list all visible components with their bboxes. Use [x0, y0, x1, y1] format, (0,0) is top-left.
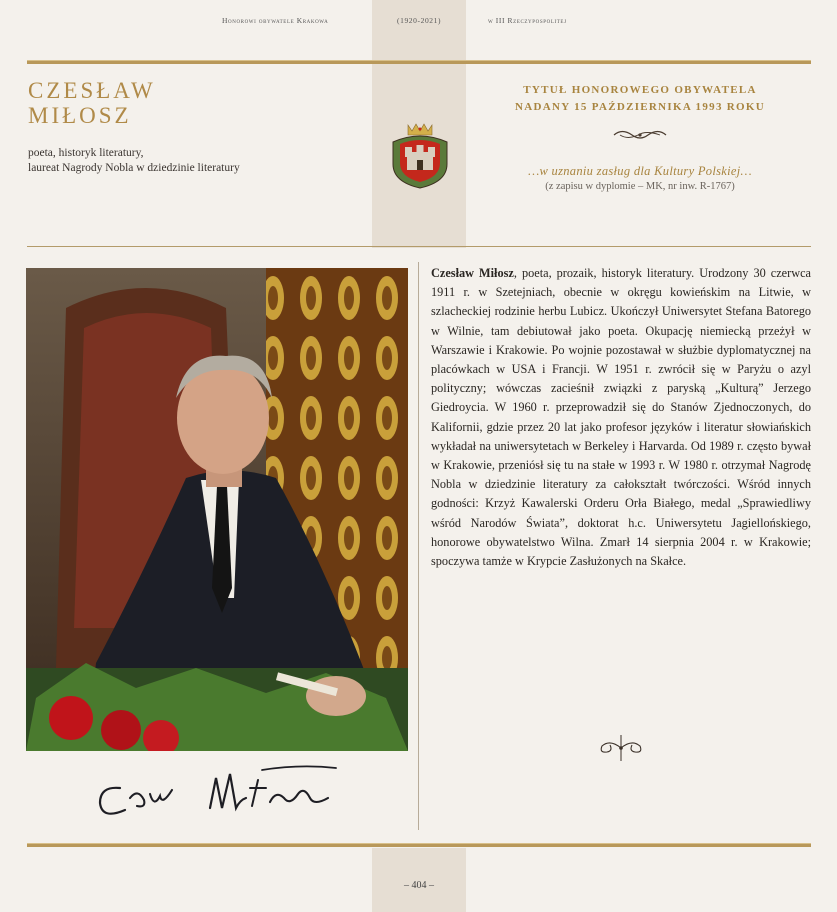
- krakow-coat-of-arms-icon: [389, 120, 451, 190]
- diploma-note: (z zapisu w dyplomie – MK, nr inw. R-1767): [545, 181, 735, 192]
- running-head-right: w III Rzeczypospolitej: [488, 16, 567, 25]
- section-divider: [27, 246, 811, 247]
- running-head: [0, 16, 837, 28]
- bottom-gold-rule: [27, 843, 811, 847]
- description-line-1: poeta, historyk literatury,: [28, 147, 144, 159]
- last-name: MIŁOSZ: [28, 103, 132, 128]
- first-name: CZESŁAW: [28, 78, 156, 103]
- running-head-center: (1920-2021): [397, 16, 442, 25]
- page-number: – 404 –: [404, 880, 434, 891]
- person-name: [28, 78, 156, 128]
- end-ornament-icon: [596, 731, 646, 765]
- flourish-ornament-icon: [612, 126, 668, 144]
- bio-body: , poeta, prozaik, historyk literatury. Urodzony 30 czerwca 1911 r. w Szetejniach, obecnie w okręgu kowieńskim na Litwie, w szlacheckiej rodzinie herbu Lubicz. Ukończył Uniwersytet Stefana Batorego w Wilnie, tam debiutował jako poeta. Okupację niemiecką przeżył w Warszawie i Krakowie. Po wojnie pozostawał w służbie dyplomatycznej na placówkach w USA i Francji. W 1951 r. zwrócił się w Paryżu o azyl polityczny; wówczas zacieśnił związki z paryską „Kulturą” Jerzego Giedroycia. W 1960 r. przeprowadził się do Stanów Zjednoczonych, do Kalifornii, gdzie przez 20 lat jako profesor języków i literatur słowiańskich wykładał na uniwersytetach w Berkeley i Harvarda. Od 1989 r. często bywał w Krakowie, przeniósł się tu na stałe w 1993 r. W 1980 r. otrzymał Nagrodę Nobla w dziedzinie literatury za całokształt twórczości. Wśród innych godności: Krzyż Kawalerski Orderu Orła Białego, medal „Sprawiedliwy wśród Narodów Świata”, doktorat h.c. Uniwersytetu Jagiellońskiego, honorowe obywatelstwo Wilna. Zmarł 14 sierpnia 2004 r. w Krakowie; spoczywa tamże w Krypcie Zasłużonych na Skałce.: [431, 266, 812, 569]
- portrait-photo: [26, 268, 408, 751]
- top-gold-rule: [27, 60, 811, 64]
- running-head-left: Honorowi obywatele Krakowa: [222, 16, 329, 25]
- title-line-1: TYTUŁ HONOROWEGO OBYWATELA: [523, 84, 757, 96]
- title-line-2: NADANY 15 PAŹDZIERNIKA 1993 ROKU: [515, 101, 765, 113]
- description-line-2: laureat Nagrody Nobla w dziedzinie literatury: [28, 162, 240, 174]
- column-divider: [418, 262, 419, 830]
- biography-text: [431, 264, 811, 571]
- handwritten-signature: [90, 758, 350, 828]
- title-block: [480, 82, 800, 116]
- person-description: [28, 146, 328, 176]
- bio-name: Czesław Miłosz: [431, 266, 514, 280]
- motto: …w uznaniu zasług dla Kultury Polskiej…: [528, 164, 752, 178]
